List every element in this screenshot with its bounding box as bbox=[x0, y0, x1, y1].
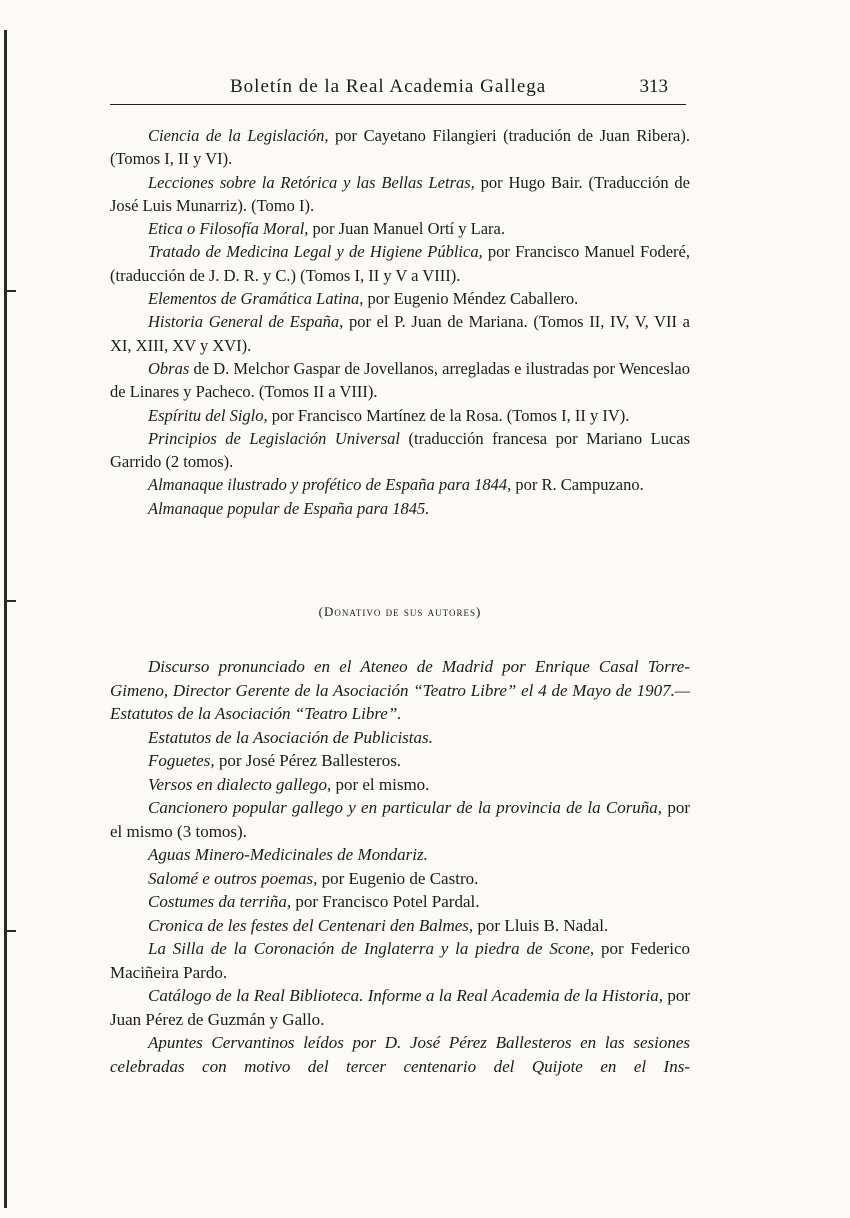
list-item: Ciencia de la Legislación, por Cayetano Filangieri (tradución de Juan Ribera). (Tomos I, II y VI). bbox=[110, 126, 691, 169]
running-title: Boletín de la Real Academia Gallega bbox=[230, 76, 547, 97]
list-item: Lecciones sobre la Retórica y las Bellas Letras, por Hugo Bair. (Traducción de José Luis Munarriz). (Tomo I). bbox=[110, 172, 690, 215]
list-item: Versos en dialecto gallego, por el mismo. bbox=[148, 774, 430, 794]
binding-mark bbox=[4, 930, 16, 932]
list-item: Estatutos de la Asociación de Publicistas. bbox=[148, 727, 433, 747]
binding-mark bbox=[4, 290, 16, 292]
page-number: 313 bbox=[639, 76, 668, 97]
list-item: Foguetes, por José Pérez Ballesteros. bbox=[148, 751, 402, 770]
list-item: Principios de Legislación Universal (traducción francesa por Mariano Lucas Garrido (2 tomos). bbox=[110, 428, 690, 472]
list-item: Discurso pronunciado en el Ateneo de Madrid por Enrique Casal Torre-Gimeno, Director Gerente de la Asociación “Teatro Libre” el 4 de Mayo de 1907.—Estatutos de la Asociación “Teatro Libre”. bbox=[110, 657, 690, 723]
list-item: Cronica de les festes del Centenari den Balmes, por Lluis B. Nadal. bbox=[148, 915, 609, 935]
list-item: Apuntes Cervantinos leídos por D. José Pérez Ballesteros en las sesiones celebradas con motivo del tercer centenario del Quijote en el Ins- bbox=[110, 1033, 690, 1076]
binding-mark bbox=[4, 600, 16, 602]
section-heading: (Donativo de sus autores) bbox=[318, 604, 482, 619]
list-item: Catálogo de la Real Biblioteca. Informe a la Real Academia de la Historia, por Juan Pérez de Guzmán y Gallo. bbox=[110, 986, 690, 1029]
list-item: Almanaque popular de España para 1845. bbox=[148, 498, 430, 518]
list-item: Tratado de Medicina Legal y de Higiene Pública, por Francisco Manuel Foderé, (traducción de J. D. R. y C.) (Tomos I, II y V a VIII). bbox=[110, 242, 690, 285]
donations-list-2 bbox=[110, 655, 690, 1078]
page-binding-edge bbox=[4, 30, 7, 1208]
list-item: Etica o Filosofía Moral, por Juan Manuel Ortí y Lara. bbox=[148, 219, 505, 239]
list-item: Salomé e outros poemas, por Eugenio de Castro. bbox=[148, 868, 479, 888]
list-item: Cancionero popular gallego y en particular de la provincia de la Coruña, por el mismo (3 tomos). bbox=[110, 798, 690, 841]
list-item: Elementos de Gramática Latina, por Eugenio Méndez Caballero. bbox=[148, 289, 579, 309]
running-header bbox=[110, 70, 686, 105]
list-item: Costumes da terriña, por Francisco Potel Pardal. bbox=[148, 892, 480, 911]
list-item: Historia General de España, por el P. Juan de Mariana. (Tomos II, IV, V, VII a XI, XIII, XV y XVI). bbox=[110, 312, 690, 355]
donations-list-1 bbox=[110, 124, 690, 520]
list-item: Aguas Minero-Medicinales de Mondariz. bbox=[148, 845, 428, 864]
list-item: Almanaque ilustrado y profético de España para 1844, por R. Campuzano. bbox=[148, 475, 644, 495]
list-item: Espíritu del Siglo, por Francisco Martínez de la Rosa. (Tomos I, II y IV). bbox=[148, 405, 630, 425]
list-item: La Silla de la Coronación de Inglaterra y la piedra de Scone, por Federico Maciñeira Pardo. bbox=[110, 939, 690, 982]
list-item: Obras de D. Melchor Gaspar de Jovellanos, arregladas e ilustradas por Wenceslao de Linares y Pacheco. (Tomos II a VIII). bbox=[110, 358, 690, 402]
